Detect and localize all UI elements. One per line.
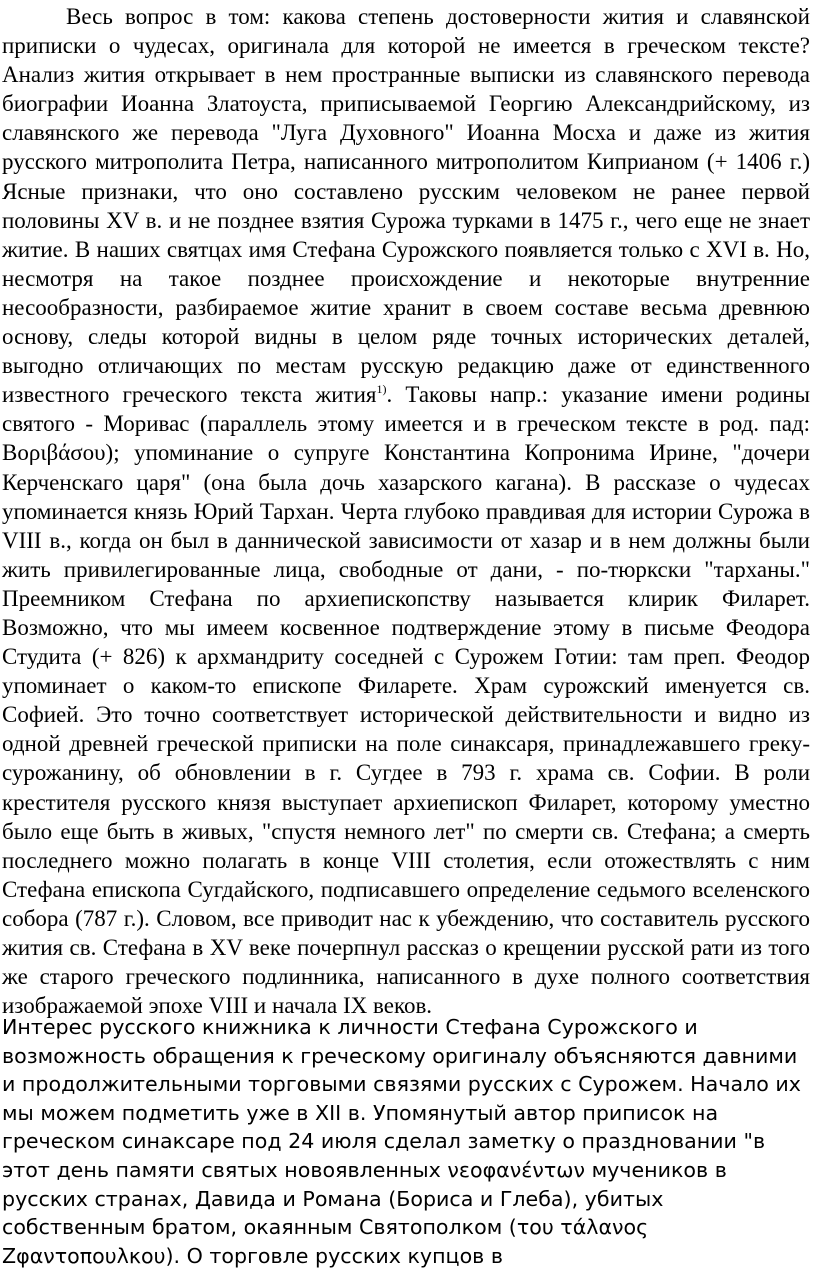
footnote-marker: 1) bbox=[376, 382, 387, 397]
paragraph-1 bbox=[0, 2, 810, 1020]
paragraph-2: Интерес русского книжника к личности Стефана Сурожского и возможность обращения к греческому оригиналу объясняются давними и продолжительными торговыми связями русских с Сурожем. Начало их мы можем подметить уже в XII в. Упомянутый автор приписок на греческом синаксаре под 24 июля сделал заметку о праздновании "в этот день памяти святых новоявленных νεοφανέντων мучеников в русских странах, Давида и Романа (Бориса и Глеба), убитых собственным братом, окаянным Святополком (του τάλανος Ζφαντοπουλκου). О торговле русских купцов в bbox=[2, 1015, 801, 1268]
paragraph-1-text-part-1: Весь вопрос в том: какова степень достоверности жития и славянской приписки о чудесах, оригинала для которой не имеется в греческом тексте? Анализ жития открывает в нем пространные выписки из славянского перевода биографии Иоанна Златоуста, приписываемой Георгию Александрийскому, из славянского же перевода "Луга Духовного" Иоанна Мосха и даже из жития русского митрополита Петра, написанного митрополитом Киприаном (+ 1406 г.) Ясные признаки, что оно составлено русским человеком не ранее первой половины XV в. и не позднее взятия Сурожа турками в 1475 г., чего еще не знает житие. В наших святцах имя Стефана Сурожского появляется только с XVI в. Но, несмотря на такое позднее происхождение и некоторые внутренние несообразности, разбираемое житие хранит в своем составе весьма древнюю основу, следы которой видны в целом ряде точных исторических деталей, выгодно отличающих по местам русскую редакцию даже от единственного известного греческого текста жития bbox=[2, 4, 810, 408]
paragraph-1-text-part-2: . Таковы напр.: указание имени родины святого - Моривас (параллель этому имеется и в греческом тексте в род. пад: Βοριβάσου); упоминание о супруге Константина Копронима Ирине, "дочери Керченскаго царя" (она была дочь хазарского кагана). В рассказе о чудесах упоминается князь Юрий Тархан. Черта глубоко правдивая для истории Сурожа в VIII в., когда он был в даннической зависимости от хазар и в нем должны были жить привилегированные лица, свободные от дани, - по-тюркски "тарханы." Преемником Стефана по архиепископству называется клирик Филарет. Возможно, что мы имеем косвенное подтверждение этому в письме Феодора Студита (+ 826) к архмандриту соседней с Сурожем Готии: там преп. Феодор упоминает о каком-то епископе Филарете. Храм сурожский именуется св. Софией. Это точно соответствует исторической действительности и видно из одной древней греческой приписки на поле синаксаря, принадлежавшего греку-сурожанину, об обновлении в г. Сугдее в 793 г. храма св. Софии. В роли крестителя русского князя выступает архиепископ Филарет, которому уместно было еще быть в живых, "спустя немного лет" по смерти св. Стефана; а смерть последнего можно полагать в конце VIII столетия, если отожествлять с ним Стефана епископа Сугдайского, подписавшего определение седьмого вселенского собора (787 г.). Словом, все приводит нас к убеждению, что составитель русского жития св. Стефана в XV веке почерпнул рассказ о крещении русской рати из того же старого греческого подлинника, написанного в духе полного соответствия изображаемой эпохе VIII и начала IX веков. bbox=[2, 382, 810, 1019]
